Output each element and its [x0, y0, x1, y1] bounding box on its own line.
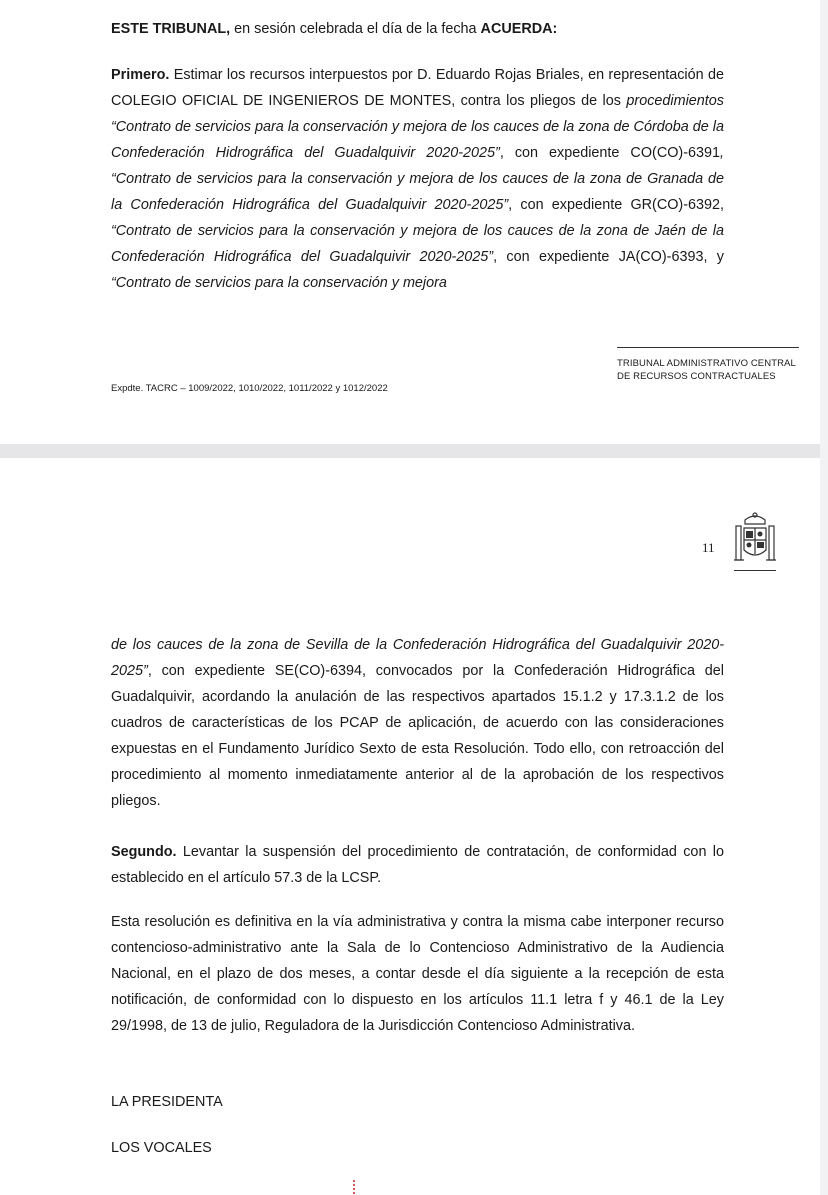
document-page-2 [0, 458, 820, 1195]
resolucion-paragraph: Esta resolución es definitiva en la vía administrativa y contra la misma cabe interponer recurso contencioso-administrativo ante la Sala de lo Contencioso Administrativo de la Audiencia Nacional, en el plazo de dos meses, a contar desde el día siguiente a la recepción de esta notificación, de conformidad con lo dispuesto en los artículos 11.1 letra f y 46.1 de la Ley 29/1998, de 13 de julio, Reguladora de la Jurisdicción Contencioso Administrativa. [111, 914, 724, 1034]
continuation-paragraph: de los cauces de la zona de Sevilla de la Confederación Hidrográfica del Guadalquivir 2020-2025”, con expediente SE(CO)-6394, convocados por la Confederación Hidrográfica del Guadalquivir, acordando la anulación de las respectivos apartados 15.1.2 y 17.3.1.2 de los cuadros de características de los PCAP de aplicación, de acuerdo con las consideraciones expuestas en el Fundamento Jurídico Sexto de esta Resolución. Todo ello, con retroacción del procedimiento al momento inmediatamente anterior al de la aprobación de los respectivos pliegos. [111, 637, 724, 809]
footer-rule [617, 347, 799, 348]
segundo-label: Segundo. [111, 844, 177, 860]
viewer-scroll-edge [820, 0, 828, 1195]
header-rule [734, 570, 776, 571]
primero-label: Primero. [111, 67, 170, 83]
footer-organization: TRIBUNAL ADMINISTRATIVO CENTRAL DE RECURSOS CONTRACTUALES [617, 358, 796, 382]
document-page-1 [0, 0, 820, 444]
presidenta-signature-label: LA PRESIDENTA [111, 1094, 223, 1110]
page-number: 11 [702, 540, 715, 555]
acuerda-heading: ESTE TRIBUNAL, en sesión celebrada el día de la fecha ACUERDA: [111, 21, 558, 37]
signature-mark-icon [352, 1180, 356, 1195]
coat-of-arms-icon [730, 510, 780, 572]
vocales-signature-label: LOS VOCALES [111, 1140, 212, 1156]
expediente-reference: Expdte. TACRC – 1009/2022, 1010/2022, 1011/2022 y 1012/2022 [111, 383, 388, 394]
primero-paragraph: Primero. Estimar los recursos interpuestos por D. Eduardo Rojas Briales, en representación de COLEGIO OFICIAL DE INGENIEROS DE MONTES, contra los pliegos de los procedimientos “Contrato de servicios para la conservación y mejora de los cauces de la zona de Córdoba de la Confederación Hidrográfica del Guadalquivir 2020-2025”, con expediente CO(CO)-6391, “Contrato de servicios para la conservación y mejora de los cauces de la zona de Granada de la Confederación Hidrográfica del Guadalquivir 2020-2025”, con expediente GR(CO)-6392, “Contrato de servicios para la conservación y mejora de los cauces de la zona de Jaén de la Confederación Hidrográfica del Guadalquivir 2020-2025”, con expediente JA(CO)-6393, y “Contrato de servicios para la conservación y mejora [111, 67, 725, 291]
segundo-paragraph: Segundo. Levantar la suspensión del procedimiento de contratación, de conformidad con lo establecido en el artículo 57.3 de la LCSP. [111, 844, 724, 886]
